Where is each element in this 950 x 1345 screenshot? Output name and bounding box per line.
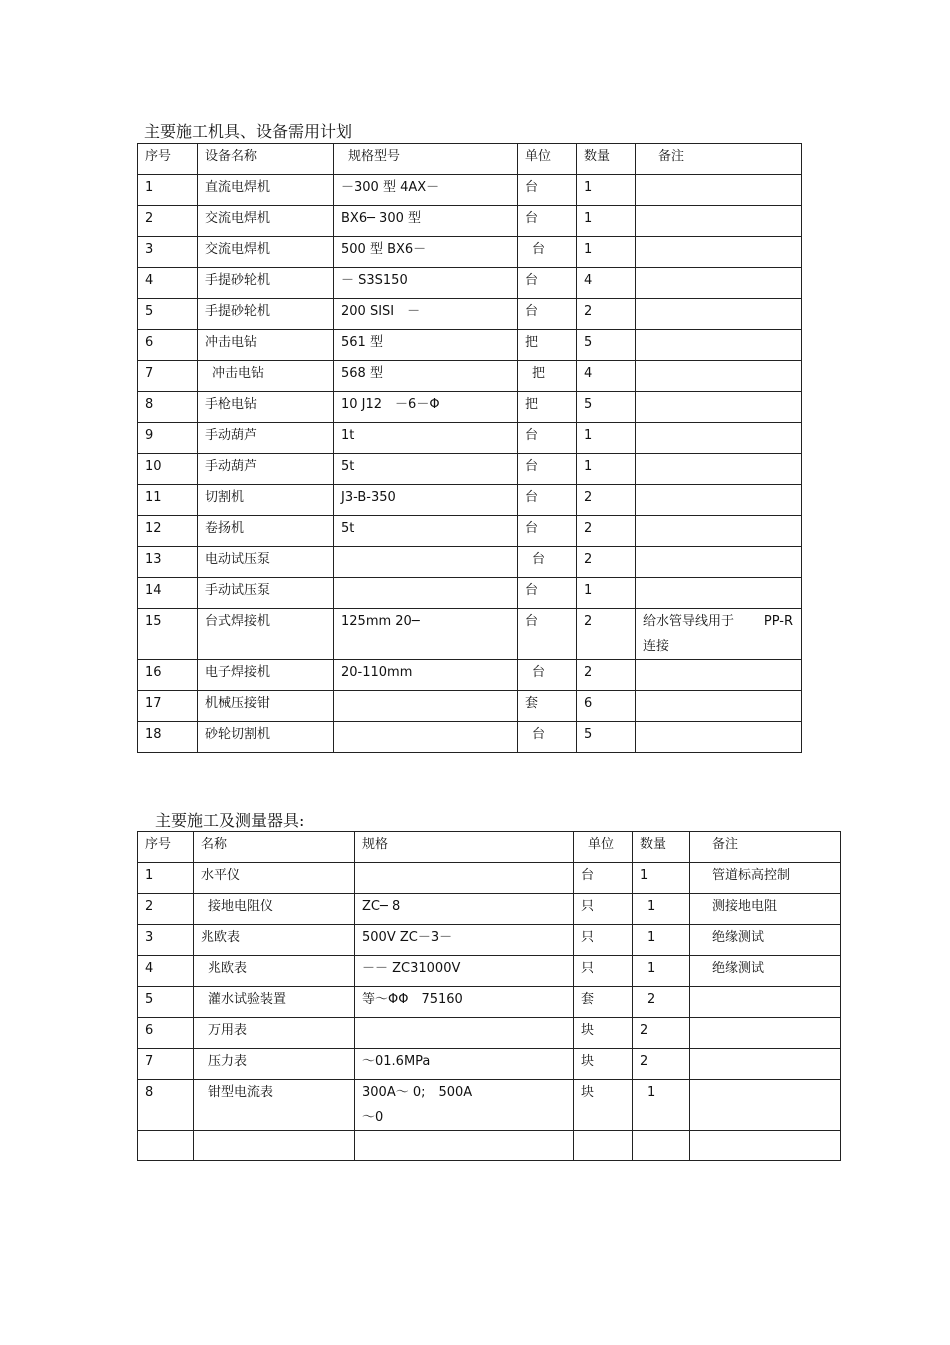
header-name: 设备名称 [198,144,334,175]
table-row [138,268,802,299]
cell-no: 14 [138,578,198,609]
header-remark: 备注 [636,144,802,175]
cell-name: 接地电阻仪 [194,894,355,925]
cell-no: 4 [138,268,198,299]
cell-remark [636,454,802,485]
cell-name: 压力表 [194,1049,355,1080]
cell-name: 手提砂轮机 [198,268,334,299]
header-unit: 单位 [574,832,633,863]
cell-unit: 把 [518,361,577,392]
cell-empty [138,1131,194,1161]
cell-remark [636,330,802,361]
cell-unit: 套 [574,987,633,1018]
cell-qty: 1 [577,237,636,268]
cell-no: 15 [138,609,198,660]
cell-remark: 管道标高控制 [690,863,841,894]
table-row [138,609,802,660]
cell-spec: 125mm 20─ [334,609,518,660]
cell-no: 2 [138,206,198,237]
cell-name: 电动试压泵 [198,547,334,578]
cell-no: 6 [138,330,198,361]
cell-qty: 2 [633,1049,690,1080]
cell-unit: 台 [518,175,577,206]
cell-qty: 1 [577,175,636,206]
spec-line: ～0 [362,1110,384,1125]
table-row [138,1049,841,1080]
cell-name: 灌水试验装置 [194,987,355,1018]
table-row [138,423,802,454]
cell-qty: 1 [577,578,636,609]
header-spec: 规格 [355,832,574,863]
cell-no: 9 [138,423,198,454]
table-row [138,330,802,361]
cell-no: 5 [138,987,194,1018]
cell-name: 手动试压泵 [198,578,334,609]
cell-remark: 绝缘测试 [690,956,841,987]
cell-unit: 块 [574,1018,633,1049]
cell-spec: －－ ZC31000V [355,956,574,987]
cell-spec: －300 型 4AX－ [334,175,518,206]
cell-name: 冲击电钻 [198,361,334,392]
table-row-empty [138,1131,841,1161]
cell-name: 卷扬机 [198,516,334,547]
cell-spec [334,691,518,722]
cell-empty [633,1131,690,1161]
table-row [138,1018,841,1049]
cell-name: 冲击电钻 [198,330,334,361]
remark-text: PP-R [763,614,793,629]
table-row [138,206,802,237]
cell-remark [636,722,802,753]
cell-unit: 台 [518,516,577,547]
cell-no: 5 [138,299,198,330]
cell-remark [636,423,802,454]
cell-qty: 6 [577,691,636,722]
cell-spec: 等～ΦΦ 75160 [355,987,574,1018]
cell-name: 手提砂轮机 [198,299,334,330]
cell-spec: 561 型 [334,330,518,361]
cell-spec [334,722,518,753]
cell-remark [636,516,802,547]
cell-name: 交流电焊机 [198,206,334,237]
spec-line: 300A～ 0; 500A [362,1085,473,1100]
cell-qty: 2 [577,299,636,330]
cell-unit: 台 [518,547,577,578]
cell-empty [574,1131,633,1161]
cell-no: 3 [138,925,194,956]
cell-unit: 台 [518,485,577,516]
cell-name: 手枪电钻 [198,392,334,423]
cell-qty: 2 [577,485,636,516]
cell-qty: 4 [577,361,636,392]
header-qty: 数量 [577,144,636,175]
table-row [138,299,802,330]
cell-spec: 1t [334,423,518,454]
cell-unit: 只 [574,894,633,925]
cell-name: 兆欧表 [194,956,355,987]
table-row [138,956,841,987]
cell-spec: BX6─ 300 型 [334,206,518,237]
cell-unit: 台 [574,863,633,894]
cell-empty [194,1131,355,1161]
cell-qty: 4 [577,268,636,299]
cell-unit: 台 [518,454,577,485]
cell-no: 7 [138,361,198,392]
table-row [138,547,802,578]
cell-spec: 10 J12 －6－Φ [334,392,518,423]
cell-spec [334,547,518,578]
cell-qty: 1 [577,206,636,237]
cell-spec: J3-B-350 [334,485,518,516]
cell-no: 17 [138,691,198,722]
cell-spec [334,578,518,609]
table-header-row [138,832,841,863]
cell-qty: 2 [577,547,636,578]
cell-remark [690,1049,841,1080]
table-row [138,516,802,547]
cell-qty: 5 [577,722,636,753]
cell-remark [636,268,802,299]
cell-spec: 568 型 [334,361,518,392]
cell-no: 3 [138,237,198,268]
cell-no: 7 [138,1049,194,1080]
table-row [138,863,841,894]
remark-text: 给水管导线用于 [643,614,735,629]
cell-no: 11 [138,485,198,516]
cell-no: 2 [138,894,194,925]
cell-spec: 500V ZC－3－ [355,925,574,956]
cell-spec [355,1080,574,1131]
cell-no: 18 [138,722,198,753]
cell-name: 机械压接钳 [198,691,334,722]
cell-name: 兆欧表 [194,925,355,956]
cell-unit: 台 [518,609,577,660]
measurement-tools-table [137,831,841,1161]
cell-no: 10 [138,454,198,485]
cell-no: 4 [138,956,194,987]
cell-name: 台式焊接机 [198,609,334,660]
cell-remark [636,485,802,516]
cell-name: 砂轮切割机 [198,722,334,753]
cell-name: 手动葫芦 [198,423,334,454]
table-row [138,454,802,485]
cell-qty: 2 [633,1018,690,1049]
cell-no: 6 [138,1018,194,1049]
table-row [138,361,802,392]
cell-name: 万用表 [194,1018,355,1049]
header-no: 序号 [138,144,198,175]
header-unit: 单位 [518,144,577,175]
cell-qty: 2 [577,660,636,691]
cell-spec: 200 SISI － [334,299,518,330]
cell-no: 1 [138,175,198,206]
cell-remark [690,987,841,1018]
cell-unit: 把 [518,330,577,361]
header-remark: 备注 [690,832,841,863]
cell-no: 12 [138,516,198,547]
cell-remark [636,578,802,609]
cell-remark [690,1080,841,1131]
header-no: 序号 [138,832,194,863]
table-row [138,722,802,753]
cell-qty: 1 [633,956,690,987]
cell-remark [636,660,802,691]
header-name: 名称 [194,832,355,863]
cell-name: 钳型电流表 [194,1080,355,1131]
cell-spec [355,1018,574,1049]
cell-spec: 5t [334,454,518,485]
cell-unit: 台 [518,237,577,268]
cell-spec: － S3S150 [334,268,518,299]
cell-unit: 只 [574,956,633,987]
cell-name: 手动葫芦 [198,454,334,485]
table-header-row [138,144,802,175]
cell-no: 8 [138,392,198,423]
table-row [138,175,802,206]
cell-unit: 台 [518,578,577,609]
table-row [138,660,802,691]
cell-remark: 绝缘测试 [690,925,841,956]
table-row [138,485,802,516]
cell-remark [636,206,802,237]
cell-qty: 1 [633,1080,690,1131]
table-row [138,392,802,423]
cell-qty: 5 [577,330,636,361]
cell-remark [636,547,802,578]
remark-text: 连接 [643,639,670,654]
table-row [138,578,802,609]
cell-remark [636,691,802,722]
cell-unit: 块 [574,1049,633,1080]
cell-qty: 2 [577,516,636,547]
cell-qty: 1 [633,925,690,956]
cell-unit: 只 [574,925,633,956]
cell-name: 水平仪 [194,863,355,894]
table-row [138,237,802,268]
cell-spec: ～01.6MPa [355,1049,574,1080]
header-qty: 数量 [633,832,690,863]
equipment-plan-table [137,143,802,753]
cell-name: 直流电焊机 [198,175,334,206]
cell-spec [355,863,574,894]
cell-name: 电子焊接机 [198,660,334,691]
table-row [138,925,841,956]
table-row [138,987,841,1018]
cell-remark [636,175,802,206]
table2-title: 主要施工及测量器具: [155,811,305,830]
cell-remark [636,299,802,330]
cell-no: 1 [138,863,194,894]
cell-qty: 5 [577,392,636,423]
cell-qty: 1 [577,423,636,454]
cell-qty: 1 [633,894,690,925]
cell-name: 交流电焊机 [198,237,334,268]
cell-qty: 2 [577,609,636,660]
cell-spec: 20-110mm [334,660,518,691]
table1-title: 主要施工机具、设备需用计划 [144,122,353,141]
header-spec: 规格型号 [334,144,518,175]
cell-remark [690,1018,841,1049]
cell-no: 16 [138,660,198,691]
cell-unit: 台 [518,206,577,237]
cell-unit: 台 [518,423,577,454]
cell-remark [636,237,802,268]
cell-spec: ZC─ 8 [355,894,574,925]
table-row [138,894,841,925]
cell-qty: 2 [633,987,690,1018]
cell-spec: 5t [334,516,518,547]
cell-remark [636,361,802,392]
cell-unit: 台 [518,722,577,753]
cell-no: 13 [138,547,198,578]
cell-remark [636,609,802,660]
cell-empty [690,1131,841,1161]
table-row [138,691,802,722]
cell-unit: 台 [518,299,577,330]
table-row [138,1080,841,1131]
cell-no: 8 [138,1080,194,1131]
cell-qty: 1 [633,863,690,894]
cell-empty [355,1131,574,1161]
cell-unit: 台 [518,660,577,691]
cell-qty: 1 [577,454,636,485]
cell-unit: 台 [518,268,577,299]
cell-unit: 把 [518,392,577,423]
cell-remark [636,392,802,423]
cell-spec: 500 型 BX6－ [334,237,518,268]
cell-remark: 测接地电阻 [690,894,841,925]
cell-unit: 块 [574,1080,633,1131]
cell-name: 切割机 [198,485,334,516]
cell-unit: 套 [518,691,577,722]
